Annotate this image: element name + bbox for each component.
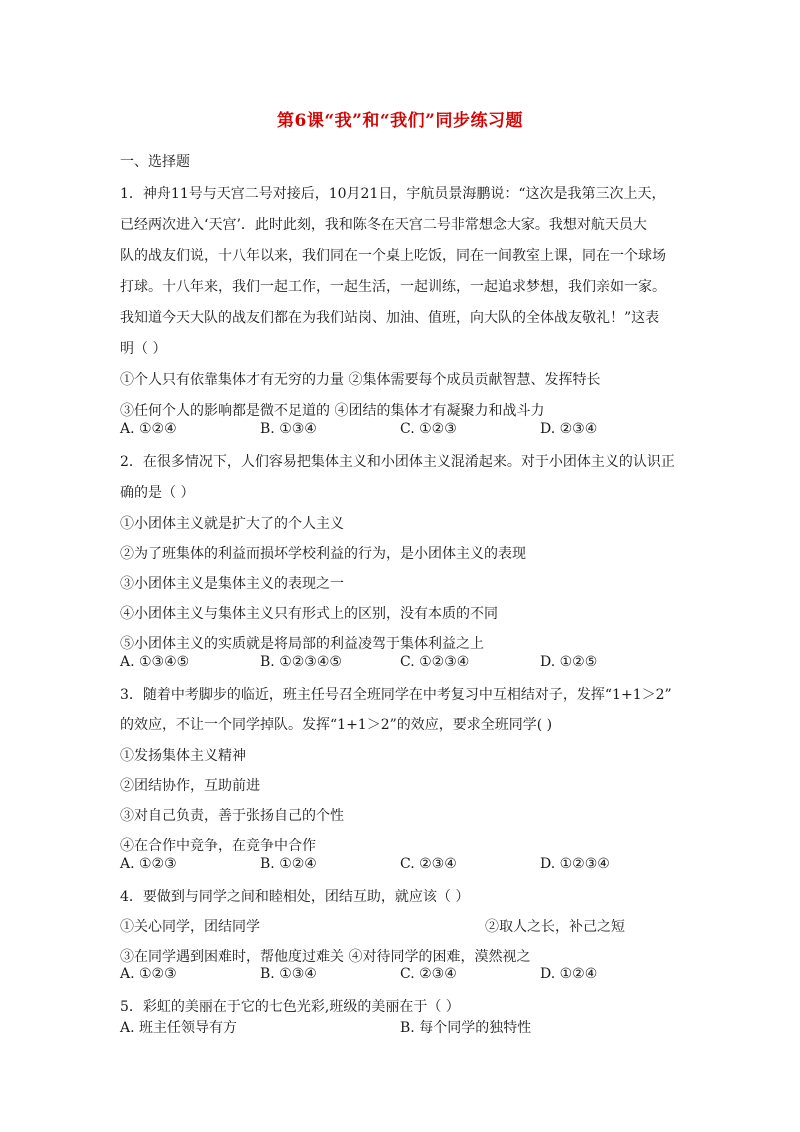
q4-option-c[interactable]: C. ②③④ — [400, 966, 457, 982]
q4-option-a[interactable]: A. ①②③ — [120, 966, 177, 982]
q3-line-1: 3．随着中考脚步的临近，班主任号召全班同学在中考复习中互相结对子，发挥“1+1＞2” — [120, 687, 672, 703]
q3-option-a[interactable]: A. ①②③ — [120, 856, 177, 872]
q2-statement-3: ③小团体主义是集体主义的表现之一 — [120, 576, 344, 592]
q3-statement-3: ③对自己负责，善于张扬自己的个性 — [120, 808, 344, 824]
q2-statement-5: ⑤小团体主义的实质就是将局部的利益凌驾于集体利益之上 — [120, 636, 484, 652]
document-title: 第6课“我”和“我们”同步练习题 — [277, 111, 523, 131]
q1-option-b[interactable]: B. ①③④ — [260, 421, 317, 437]
q5-option-a[interactable]: A. 班主任领导有方 — [120, 1020, 238, 1036]
q2-option-a[interactable]: A. ①③④⑤ — [120, 654, 190, 670]
q5-line-1: 5．彩虹的美丽在于它的七色光彩,班级的美丽在于（ ） — [120, 999, 460, 1015]
q2-option-d[interactable]: D. ①②⑤ — [540, 654, 598, 670]
q1-statement-2: ③任何个人的影响都是微不足道的 ④团结的集体才有凝聚力和战斗力 — [120, 403, 545, 419]
q5-option-b[interactable]: B. 每个同学的独特性 — [400, 1020, 532, 1036]
q3-option-d[interactable]: D. ①②③④ — [540, 856, 610, 872]
q2-statement-2: ②为了班集体的利益而损坏学校利益的行为，是小团体主义的表现 — [120, 546, 526, 562]
q1-line-5: 我知道今天大队的战友们都在为我们站岗、加油、值班，向大队的全体战友敬礼！”这表 — [120, 310, 660, 326]
q1-line-4: 打球。十八年来，我们一起工作，一起生活，一起训练，一起追求梦想，我们亲如一家。 — [120, 279, 666, 295]
q1-option-d[interactable]: D. ②③④ — [540, 421, 598, 437]
q3-option-c[interactable]: C. ②③④ — [400, 856, 457, 872]
q2-statement-4: ④小团体主义与集体主义只有形式上的区别，没有本质的不同 — [120, 606, 498, 622]
q1-line-1: 1．神舟11号与天宫二号对接后，10月21日，宇航员景海鹏说：“这次是我第三次上天， — [120, 186, 666, 202]
q4-statement-3-4: ③在同学遇到困难时，帮他度过难关 ④对待同学的困难，漠然视之 — [120, 949, 531, 965]
q4-statement-1: ①关心同学，团结同学 — [120, 919, 260, 935]
section-heading: 一、选择题 — [120, 154, 190, 170]
q4-option-d[interactable]: D. ①②④ — [540, 966, 598, 982]
q1-option-c[interactable]: C. ①②③ — [400, 421, 457, 437]
q4-option-b[interactable]: B. ①③④ — [260, 966, 317, 982]
q3-statement-2: ②团结协作，互助前进 — [120, 778, 260, 794]
q2-line-2: 确的是（ ） — [120, 485, 195, 501]
q3-statement-4: ④在合作中竞争，在竞争中合作 — [120, 838, 316, 854]
q1-option-a[interactable]: A. ①②④ — [120, 421, 177, 437]
q2-statement-1: ①小团体主义就是扩大了的个人主义 — [120, 516, 344, 532]
q1-line-2: 已经两次进入‘天宫’．此时此刻，我和陈冬在天宫二号非常想念大家。我想对航天员大 — [120, 217, 647, 233]
q2-line-1: 2．在很多情况下，人们容易把集体主义和小团体主义混淆起来。对于小团体主义的认识正 — [120, 454, 675, 470]
q3-statement-1: ①发扬集体主义精神 — [120, 748, 246, 764]
q3-option-b[interactable]: B. ①②④ — [260, 856, 317, 872]
q4-statement-2: ②取人之长，补己之短 — [485, 919, 625, 935]
q1-statement-1: ①个人只有依靠集体才有无穷的力量 ②集体需要每个成员贡献智慧、发挥特长 — [120, 372, 601, 388]
q4-line-1: 4．要做到与同学之间和睦相处，团结互助，就应该（ ） — [120, 889, 470, 905]
q1-line-6: 明（ ） — [120, 341, 167, 357]
q2-option-c[interactable]: C. ①②③④ — [400, 654, 470, 670]
q3-line-2: 的效应，不让一个同学掉队。发挥“1+1＞2”的效应，要求全班同学( ) — [120, 717, 553, 733]
q2-option-b[interactable]: B. ①②③④⑤ — [260, 654, 342, 670]
q1-line-3: 队的战友们说，十八年以来，我们同在一个桌上吃饭，同在一间教室上课，同在一个球场 — [120, 248, 666, 264]
